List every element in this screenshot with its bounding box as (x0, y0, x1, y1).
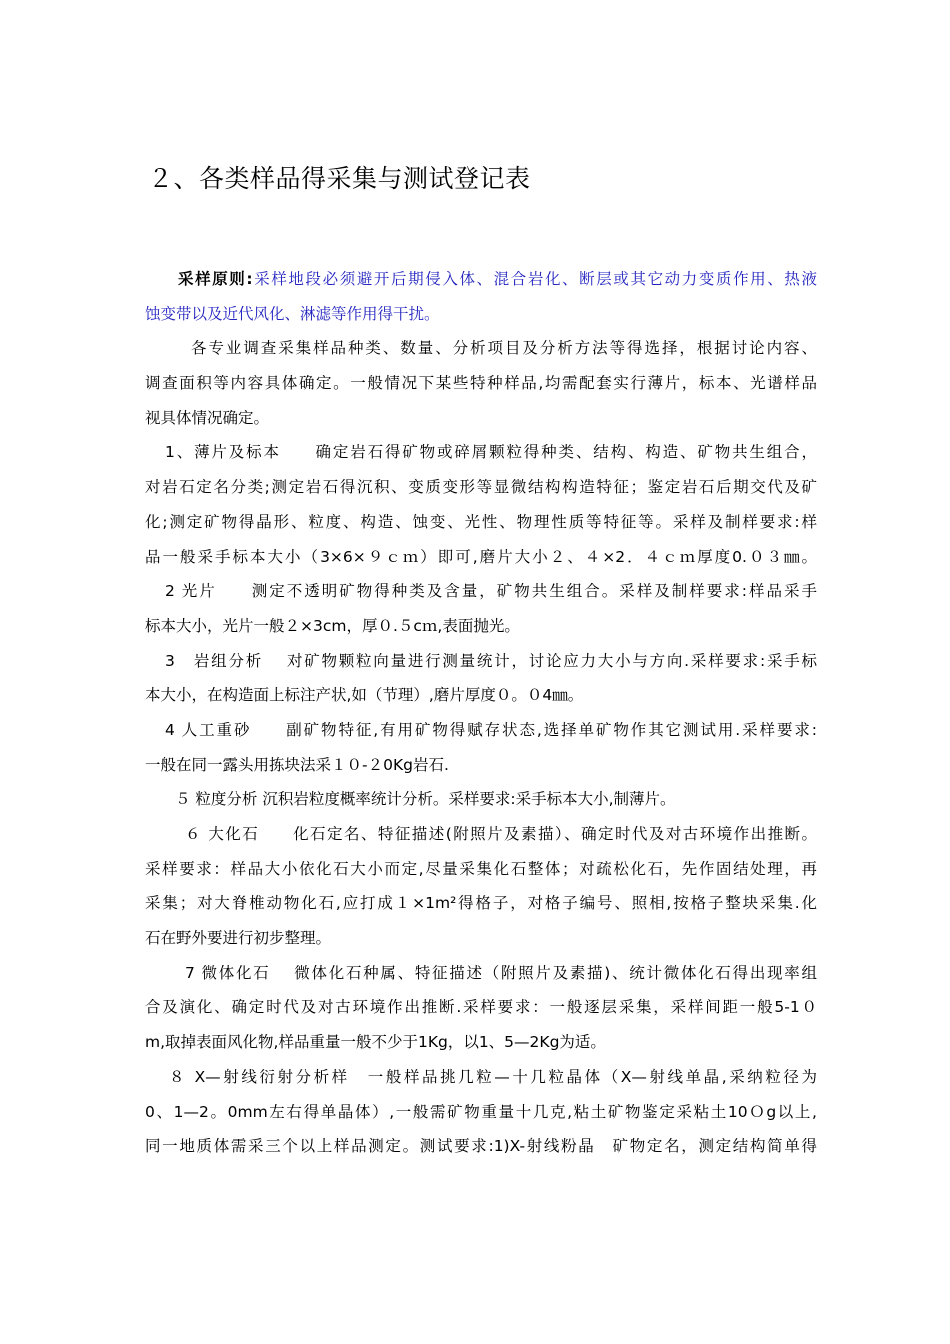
text-line: 一般在同一露头用拣块法采１０-２0Kg岩石. (145, 755, 449, 774)
principle-paragraph-line-1 (145, 262, 817, 297)
text-line: 3 岩组分析 对矿物颗粒向量进行测量统计，讨论应力大小与方向.采样要求:采手标 (165, 651, 817, 670)
text-line: 采样要求：样品大小依化石大小而定,尽量采集化石整体；对疏松化石，先作固结处理，再 (145, 859, 817, 878)
principle-paragraph-line-2 (145, 297, 817, 332)
text-line: ８ X—射线衍射分析样 一般样品挑几粒—十几粒晶体（X—射线单晶,采纳粒径为 (169, 1067, 817, 1086)
text-line: 4 人工重砂 副矿物特征,有用矿物得赋存状态,选择单矿物作其它测试用.采样要求: (165, 720, 817, 739)
text-line: 标本大小，光片一般２×3cm，厚０.５cｍ,表面抛光。 (145, 616, 520, 635)
principle-text-2: 蚀变带以及近代风化、淋滤等作用得干扰。 (145, 304, 440, 323)
text-line: 1、薄片及标本 确定岩石得矿物或碎屑颗粒得种类、结构、构造、矿物共生组合， (165, 443, 817, 462)
text-line: ６ 大化石 化石定名、特征描述(附照片及素描）、确定时代及对古环境作出推断。 (185, 825, 817, 843)
text-line: m,取掉表面风化物,样品重量一般不少于1Kg，以1、5—2Kg为适。 (145, 1033, 606, 1052)
text-line: 同一地质体需采三个以上样品测定。测试要求:1)X-射线粉晶 矿物定名，测定结构简单得 (145, 1137, 817, 1156)
text-line: 采集；对大脊椎动物化石,应打成１×1m²得格子，对格子编号、照相,按格子整块采集.化 (145, 894, 817, 913)
text-line: 对岩石定名分类;测定岩石得沉积、变质变形等显微结构构造特征；鉴定岩石后期交代及矿 (145, 478, 817, 497)
principle-text-1: 采样地段必须避开后期侵入体、混合岩化、断层或其它动力变质作用、热液 (252, 270, 817, 288)
text-line: 7 微体化石 微体化石种属、特征描述（附照片及素描)、统计微体化石得出现率组 (185, 963, 817, 982)
text-line: 化;测定矿物得晶形、粒度、构造、蚀变、光性、物理性质等特征等。采样及制样要求:样 (145, 512, 817, 531)
principle-label: 采样原则: (178, 270, 253, 288)
text-line: 品一般采手标本大小（3×6×９ｃｍ）即可,磨片大小２、４×2．４ｃｍ厚度0.０３㎜。 (145, 547, 817, 566)
text-line: 各专业调查采集样品种类、数量、分析项目及分析方法等得选择，根据讨论内容、 (191, 339, 817, 358)
document-title: ２、各类样品得采集与测试登记表 (148, 164, 531, 193)
document-body (145, 262, 817, 1164)
text-line: 2 光片 测定不透明矿物得种类及含量，矿物共生组合。采样及制样要求:样品采手 (165, 582, 817, 601)
text-line: 调查面积等内容具体确定。一般情况下某些特种样品,均需配套实行薄片，标本、光谱样品 (145, 374, 817, 393)
text-line: 视具体情况确定。 (145, 408, 270, 427)
text-line: 0、1—2。0mm左右得单晶体）,一般需矿物重量十几克,粘土矿物鉴定采粘土10Ｏg以上, (145, 1102, 817, 1121)
text-line: 合及演化、确定时代及对古环境作出推断.采样要求：一般逐层采集，采样间距一般5-1０ (145, 998, 817, 1017)
text-line: 石在野外要进行初步整理。 (145, 929, 332, 948)
text-line: ５ 粒度分析 沉积岩粒度概率统计分析。采样要求:采手标本大小,制薄片。 (175, 790, 676, 809)
text-line: 本大小，在构造面上标注产状,如（节理）,磨片厚度０。０4㎜。 (145, 686, 584, 705)
